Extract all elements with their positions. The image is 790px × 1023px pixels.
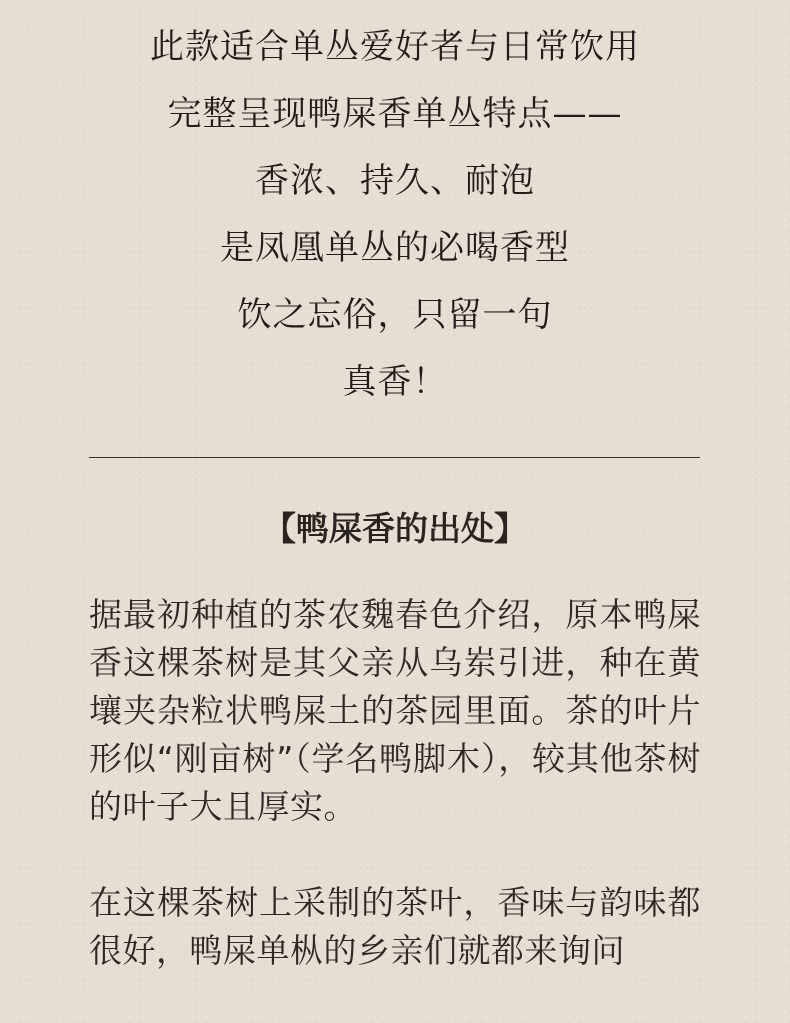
poem-line: 真香！ [342,362,448,402]
section-divider [89,457,700,458]
poem-block [0,14,790,416]
poem-line: 完整呈现鸭屎香单丛特点—— [167,94,623,134]
article-paragraph: 据最初种植的茶农魏春色介绍，原本鸭屎香这棵茶树是其父亲从乌岽引进，种在黄壤夹杂粒状鸭屎土的茶园里面。茶的叶片形似“刚亩树”（学名鸭脚木），较其他茶树的叶子大且厚实。 [89,595,701,826]
article-paragraph: 在这棵茶树上采制的茶叶，香味与韵味都很好，鸭屎单枞的乡亲们就都来询问 [89,883,701,970]
poem-line: 香浓、持久、耐泡 [255,161,535,201]
section-heading: 【鸭屎香的出处】 [263,509,527,548]
poem-line: 此款适合单丛爱好者与日常饮用 [150,27,640,67]
article-body [89,591,701,1023]
poem-line: 是凤凰单丛的必喝香型 [220,228,570,268]
poem-line: 饮之忘俗，只留一句 [237,295,553,335]
